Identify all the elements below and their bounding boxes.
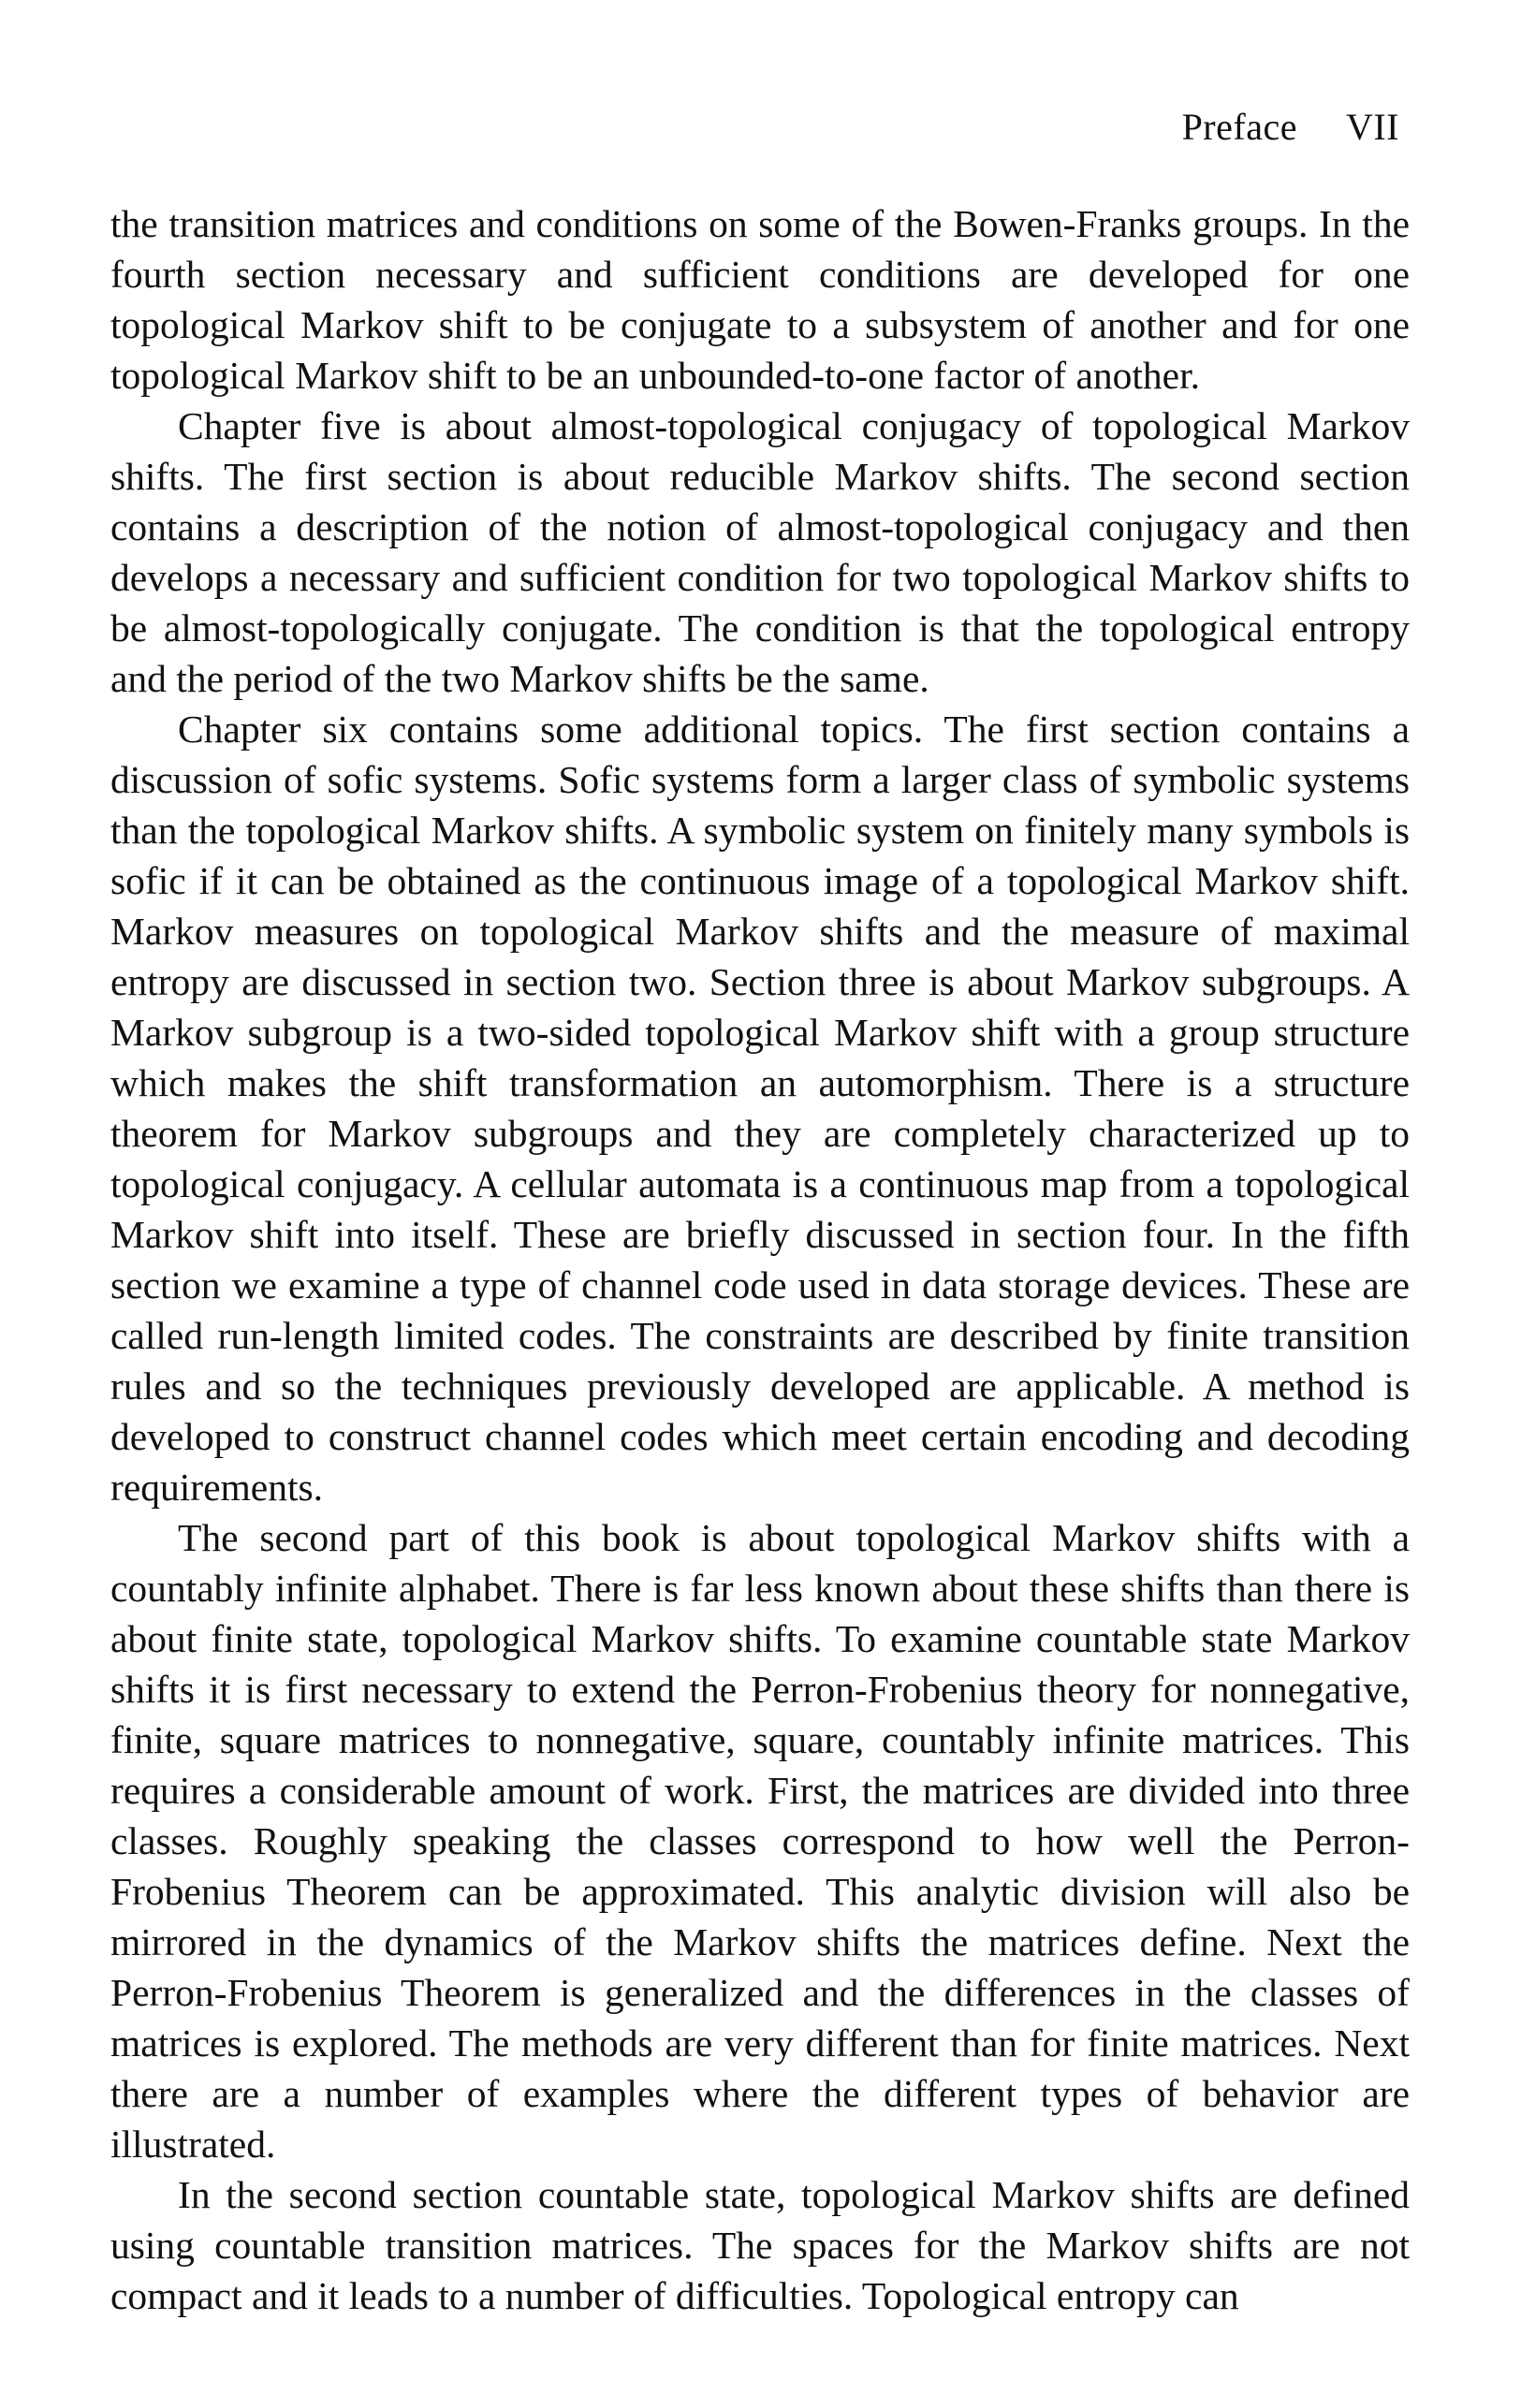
paragraph-chapter-five: Chapter five is about almost-topological conjugacy of topological Markov shifts. The first section is about reducible Markov shifts. The second section contains a description of the notion of almost-topological conjugacy and then develops a necessary and sufficient condition for two topological Markov shifts to be almost-topologically conjugate. The condition is that the topological entropy and the period of the two Markov shifts be the same. [110, 404, 1410, 700]
page-number: VII [1345, 106, 1399, 148]
running-title: Preface [1181, 106, 1297, 148]
paragraph-second-part: The second part of this book is about topological Markov shifts with a countably infinite alphabet. There is far less known about these shifts than there is about finite state, topological Markov shifts. To examine countable state Markov shifts it is first necessary to extend the Perron-Frobenius theory for nonnegative, finite, square matrices to nonnegative, square, countably infinite matrices. This requires a considerable amount of work. First, the matrices are divided into three classes. Roughly speaking the classes correspond to how well the Perron- Frobenius Theorem can be approximated. This analytic division will also be mirrored in the dynamics of the Markov shifts the matrices define. Next the Perron-Frobenius Theorem is generalized and the differences in the classes of matrices is explored. The methods are very different than for finite matrices. Next there are a number of examples where the different types of behavior are illustrated. [110, 1516, 1410, 2166]
running-head [1182, 105, 1399, 150]
body-text [110, 198, 1410, 2321]
paragraph-chapter-six: Chapter six contains some additional topics. The first section contains a discussion of sofic systems. Sofic systems form a larger class of symbolic systems than the topological Markov shifts. A symbolic system on finitely many symbols is sofic if it can be obtained as the continuous image of a topological Markov shift. Markov measures on topological Markov shifts and the measure of maximal entropy are discussed in section two. Section three is about Markov subgroups. A Markov subgroup is a two-sided topological Markov shift with a group structure which makes the shift transformation an automorphism. There is a structure theorem for Markov subgroups and they are completely characterized up to topological conjugacy. A cellular automata is a continuous map from a topological Markov shift into itself. These are briefly discussed in section four. In the fifth section we examine a type of channel code used in data storage devices. These are called run-length limited codes. The constraints are described by finite transition rules and so the techniques previously developed are applicable. A method is developed to construct channel codes which meet certain encoding and decoding requirements. [110, 708, 1410, 1509]
paragraph-second-section: In the second section countable state, topological Markov shifts are defined using countable transition matrices. The spaces for the Markov shifts are not compact and it leads to a number of difficulties. Topological entropy can [110, 2173, 1410, 2317]
paragraph-continuation: the transition matrices and conditions on some of the Bowen-Franks groups. In the fourth section necessary and sufficient conditions are developed for one topological Markov shift to be conjugate to a subsystem of another and for one topological Markov shift to be an unbounded-to-one factor of another. [110, 202, 1410, 397]
